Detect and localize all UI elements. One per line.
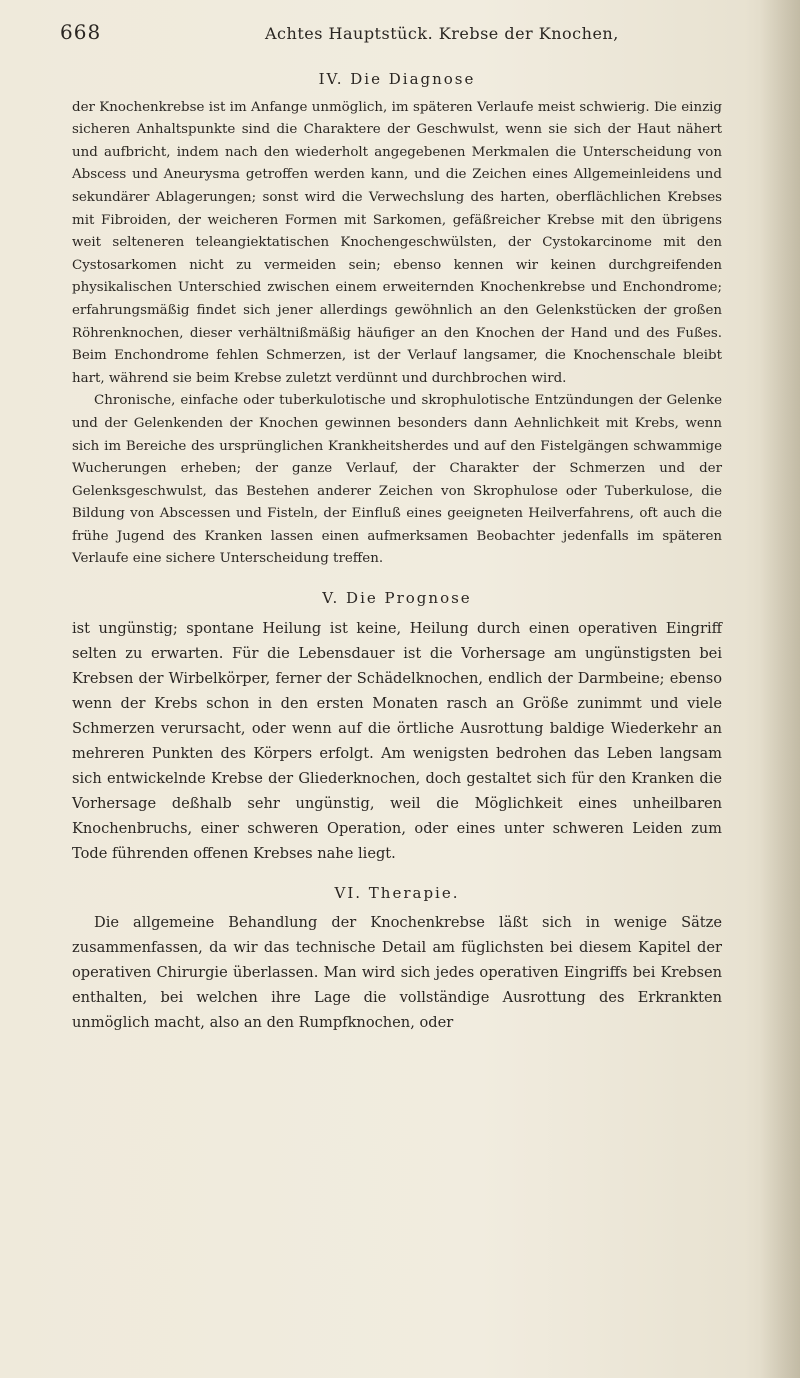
paragraph: der Knochenkrebse ist im Anfange unmöglich, im späteren Verlaufe meist schwierig. Die einzig sicheren Anhaltspunkte sind die Charaktere der Geschwulst, wenn sie sich der Haut nähert und aufbricht, indem nach den wiederholt angegebenen Merkmalen die Unterscheidung von Abscess und Aneurysma getroffen werden kann, und die Zeichen eines Allgemeinleidens und sekundärer Ablagerungen; sonst wird die Verwechslung des harten, oberflächlichen Krebses mit Fibroiden, der weicheren Formen mit Sarkomen, gefäßreicher Krebse mit den übrigens weit selteneren teleangiektatischen Knochengeschwülsten, der Cystokarcinome mit den Cystosarkomen nicht zu vermeiden sein; ebenso kennen wir keinen durchgreifenden physikalischen Unterschied zwischen einem erweiternden Knochenkrebse und Enchondrome; erfahrungsmäßig findet sich jener allerdings gewöhnlich an den Gelenkstücken der großen Röhrenknochen, dieser verhältnißmäßig häufiger an den Knochen der Hand und des Fußes. Beim Enchondrome fehlen Schmerzen, ist der Verlauf langsamer, die Knochenschale bleibt hart, während sie beim Krebse zuletzt verdünnt und durchbrochen wird. bbox=[72, 99, 722, 386]
page-header bbox=[60, 14, 740, 54]
section-heading-diagnose: IV. Die Diagnose bbox=[318, 70, 476, 88]
page-edge-shadow bbox=[760, 0, 800, 1378]
section-heading-prognose: V. Die Prognose bbox=[322, 589, 472, 608]
running-title: Achtes Hauptstück. Krebse der Knochen, bbox=[265, 24, 619, 43]
paragraph: Chronische, einfache oder tuberkulotische und skrophulotische Entzündungen der Gelenke und der Gelenkenden der Knochen gewinnen besonders dann Aehnlichkeit mit Krebs, wenn sich im Bereiche des ursprünglichen Krankheitsherdes und auf den Fistelgängen schwammige Wucherungen erheben; der ganze Verlauf, der Charakter der Schmerzen und der Gelenksgeschwulst, das Bestehen anderer Zeichen von Skrophulose oder Tuberkulose, die Bildung von Abscessen und Fisteln, der Einfluß eines geeigneten Heilverfahrens, oft auch die frühe Jugend des Kranken lassen einen aufmerksamen Beobachter jedenfalls im späteren Verlaufe eine sichere Unterscheidung treffen. bbox=[72, 393, 722, 567]
paragraph: Die allgemeine Behandlung der Knochenkrebse läßt sich in wenige Sätze zusammenfassen, da wir das technische Detail am füglichsten bei diesem Kapitel der operativen Chirurgie überlassen. Man wird sich jedes operativen Eingriffs bei Krebsen enthalten, bei welchen ihre Lage die vollständige Ausrottung des Erkrankten unmöglich macht, also an den Rumpfknochen, oder bbox=[72, 914, 722, 1032]
body-text bbox=[72, 60, 722, 1035]
section-heading-therapie: VI. Therapie. bbox=[334, 883, 460, 902]
paragraph: ist ungünstig; spontane Heilung ist keine, Heilung durch einen operativen Eingriff selten zu erwarten. Für die Lebensdauer ist die Vorhersage am ungünstigsten bei Krebsen der Wirbelkörper, ferner der Schädelknochen, endlich der Darmbeine; ebenso wenn der Krebs schon in den ersten Monaten rasch an Größe zunimmt und viele Schmerzen verursacht, oder wenn auf die örtliche Ausrottung baldige Wiederkehr an mehreren Punkten des Körpers erfolgt. Am wenigsten bedrohen das Leben langsam sich entwickelnde Krebse der Gliederknochen, doch gestaltet sich für den Kranken die Vorhersage deßhalb sehr ungünstig, weil die Möglichkeit eines unheilbaren Knochenbruchs, einer schweren Operation, oder eines unter schweren Leiden zum Tode führenden offenen Krebses nahe liegt. bbox=[72, 619, 722, 862]
page-number: 668 bbox=[60, 20, 102, 44]
